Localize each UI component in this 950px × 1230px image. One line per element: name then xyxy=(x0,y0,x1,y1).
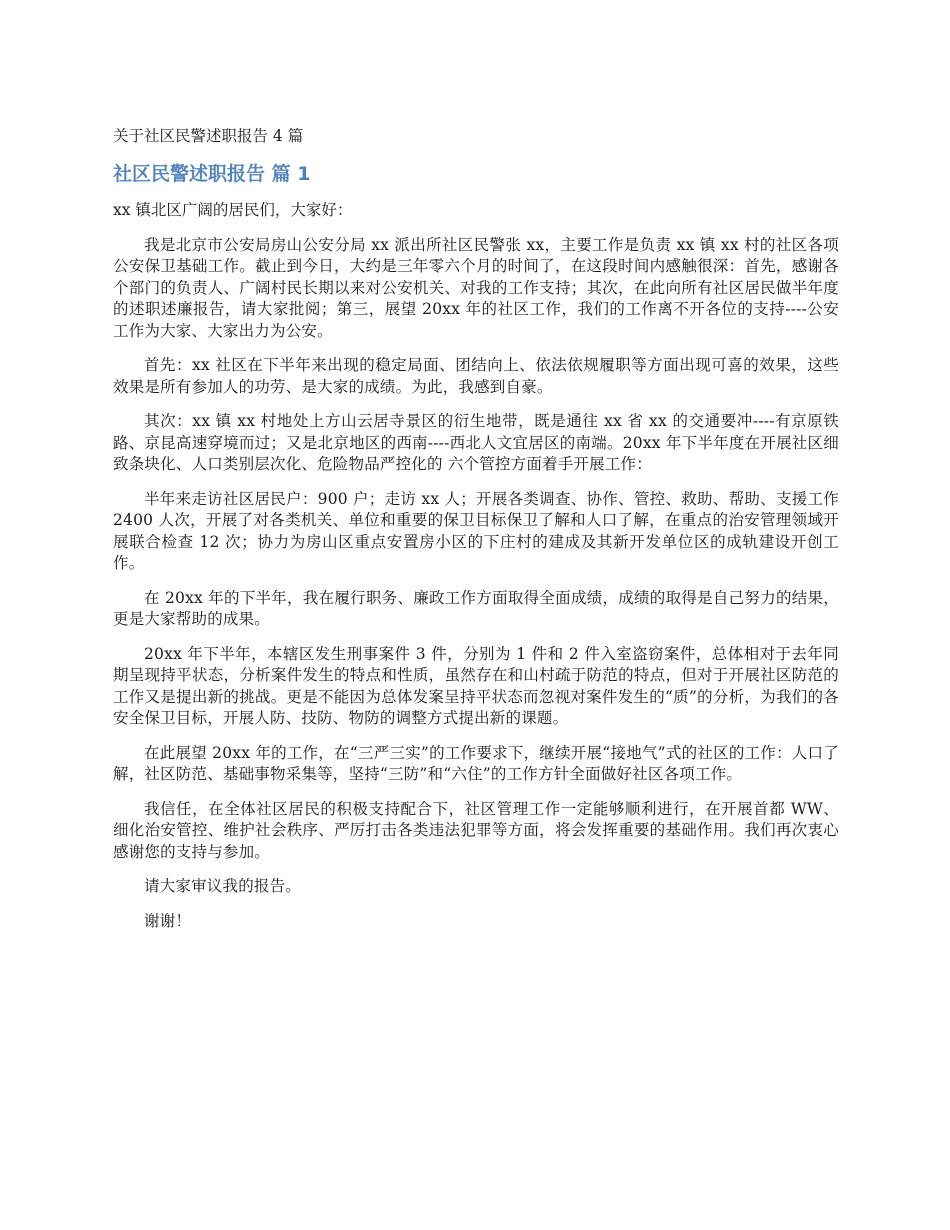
paragraph-first: 首先：xx 社区在下半年来出现的稳定局面、团结向上、依法依规履职等方面出现可喜的效果，这些效果是所有参加人的功劳、是大家的成绩。为此，我感到自豪。 xyxy=(113,356,839,396)
paragraph-belief: 我信任，在全体社区居民的积极支持配合下，社区管理工作一定能够顺利进行，在开展首都 WW、细化治安管控、维护社会秩序、严厉打击各类违法犯罪等方面，将会发挥重要的基础作用。我们再次衷心感谢您的支持与参加。 xyxy=(113,799,839,861)
paragraph-outlook: 在此展望 20xx 年的工作，在“三严三实”的工作要求下，继续开展“接地气”式的社区的工作：人口了解，社区防范、基础事物采集等，坚持“三防”和“六住”的工作方针全面做好社区各项工作。 xyxy=(113,743,839,783)
paragraph-cases: 20xx 年下半年，本辖区发生刑事案件 3 件，分别为 1 件和 2 件入室盗窃案件，总体相对于去年同期呈现持平状态，分析案件发生的特点和性质，虽然存在和山村疏于防范的特点，但对于开展社区防范的工作又是提出新的挑战。更是不能因为总体发案呈持平状态而忽视对案件发生的“质”的分析，为我们的各安全保卫目标，开展人防、技防、物防的调整方式提出新的课题。 xyxy=(113,644,839,727)
paragraph-review-request: 请大家审议我的报告。 xyxy=(144,877,302,895)
document-title: 关于社区民警述职报告 4 篇 xyxy=(113,127,304,145)
section-heading: 社区民警述职报告 篇 1 xyxy=(113,163,311,185)
paragraph-second: 其次：xx 镇 xx 村地处上方山云居寺景区的衍生地带，既是通往 xx 省 xx 的交通要冲----有京原铁路、京昆高速穿境而过；又是北京地区的西南----西北人文宜居区的南端。20xx 年下半年度在开展社区细致条块化、人口类别层次化、危险物品严控化的 六个管控方面着手开展工作： xyxy=(113,412,839,473)
greeting-line: xx 镇北区广阔的居民们，大家好： xyxy=(113,201,353,219)
paragraph-achievements: 在 20xx 年的下半年，我在履行职务、廉政工作方面取得全面成绩，成绩的取得是自己努力的结果，更是大家帮助的成果。 xyxy=(113,588,839,628)
document-page xyxy=(113,126,839,945)
paragraph-work-stats: 半年来走访社区居民户：900 户；走访 xx 人；开展各类调查、协作、管控、救助、帮助、支援工作 2400 人次，开展了对各类机关、单位和重要的保卫目标保卫了解和人口了解，在重点的治安管理领域开展联合检查 12 次；协力为房山区重点安置房小区的下庄村的建成及其新开发单位区的成轨建设开创工作。 xyxy=(113,489,839,572)
paragraph-intro: 我是北京市公安局房山公安分局 xx 派出所社区民警张 xx，主要工作是负责 xx 镇 xx 村的社区各项公安保卫基础工作。截止到今日，大约是三年零六个月的时间了，在这段时间内感触很深：首先，感谢各个部门的负责人、广阔村民长期以来对公安机关、对我的工作支持；其次，在此向所有社区居民做半年度的述职述廉报告，请大家批阅；第三，展望 20xx 年的社区工作，我们的工作离不开各位的支持----公安工作为大家、大家出力为公安。 xyxy=(113,235,839,340)
paragraph-thanks: 谢谢！ xyxy=(144,911,192,930)
